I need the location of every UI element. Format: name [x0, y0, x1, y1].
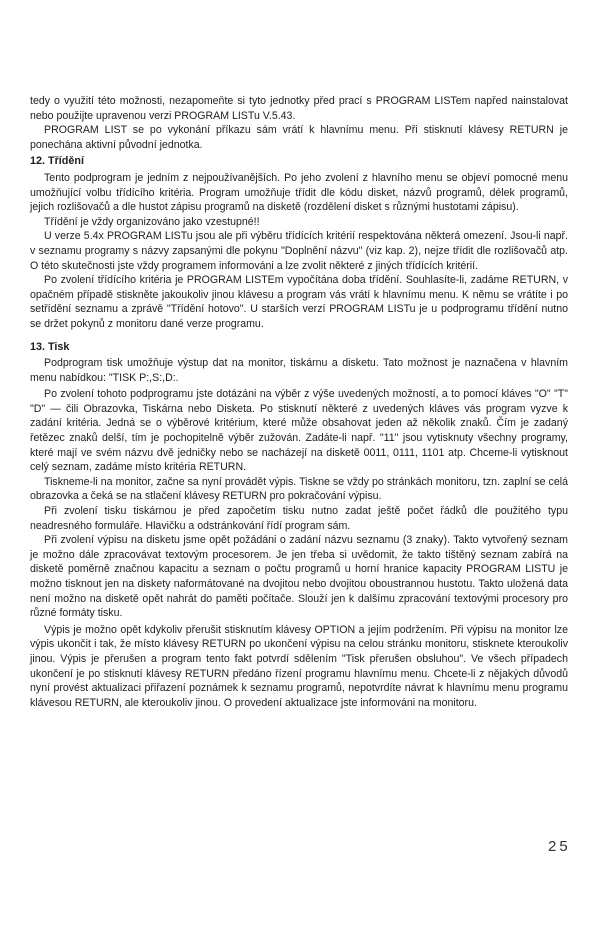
section-13-paragraph: Při zvolení tisku tiskárnou je před započetím tisku nutno zadat ještě počet řádků dle použitého typu neadresného formuláře. Hlavičku a odstránkování řídí program sám.: [30, 505, 568, 532]
page-body: [30, 94, 568, 710]
section-12-heading: 12. Třídění: [30, 155, 85, 168]
section-12-paragraph: U verze 5.4x PROGRAM LISTu jsou ale při výběru třídících kritérií respektována některá omezení. Jsou-li např. v seznamu programy s názvy zapsanými dle pokynu "Doplnění názvu" (viz kap. 2), nejze třídit dle rozlišovačů atp. O této skutečnosti jste vždy programem informováni a lze zvolit některé z jiných třídících kritérií.: [30, 230, 568, 272]
section-13-paragraph: Tiskneme-li na monitor, začne sa nyní provádět výpis. Tiskne se vždy po stránkách monitoru, tzn. zaplní se celá obrazovka a čeká se na stlačení klávesy RETURN pro pokračování výpisu.: [30, 475, 568, 503]
section-12-paragraph: Tento podprogram je jedním z nejpoužívanějších. Po jeho zvolení z hlavního menu se objeví pomocné menu umožňující volbu třídícího kritéria. Program umožňuje třídit dle kódu disket, názvů programů, délek programů, jejich rozlišovačů a dle hustot zápisu programů na disketě (rozdělení disket s různými hustotami zápisu).: [30, 171, 568, 214]
page-number: 25: [548, 838, 571, 855]
section-13-paragraph: Výpis je možno opět kdykoliv přerušit stisknutím klávesy OPTION a jejím podržením. Při výpisu na monitor lze výpis ukončit i tak, že místo klávesy RETURN po ukončení výpisu na celou stránku monitoru, stisknete kteroukoliv jinou. Výpis je přerušen a program tento fakt potvrdí sdělením "Tisk přerušen obsluhou". Ve všech případech ukončení je po stisknutí klávesy RETURN předáno řízení programu hlavnímu menu. Chcete-li z nějakých důvodů nyní provést aktualizaci přiřazení poznámek k seznamu programů, nepotvrdíte návrat k hlavnímu menu programu klávesou RETURN, ale kteroukoliv jinou. O provedení aktualizace jste informováni na monitoru.: [30, 623, 568, 709]
section-12-paragraph: Po zvolení třídícího kritéria je PROGRAM LISTEm vypočítána doba třídění. Souhlasíte-li, zadáme RETURN, v opačném případě stiskněte jakoukoliv jinou klávesu a program vás vrátí k hlavnímu menu. K němu se vrátíte i po setřídění seznamu a zprávě "Třídění hotovo". U starších verzí PROGRAM LISTu je u podprogramu třídění nutno se držet pokynů z monitoru dané verze programu.: [30, 274, 568, 330]
intro-paragraph-1: tedy o využití této možnosti, nezapomeňte si tyto jednotky před prací s PROGRAM LISTem napřed nainstalovat nebo použijte upravenou verzi PROGRAM LISTu V.5.43.: [30, 95, 568, 122]
intro-paragraph-2: PROGRAM LIST se po vykonání příkazu sám vrátí k hlavnímu menu. Při stisknutí klávesy RETURN je ponechána aktivní původní jednotka.: [30, 124, 568, 151]
section-13-paragraph: Při zvolení výpisu na disketu jsme opět požádáni o zadání názvu seznamu (3 znaky). Takto vytvořený seznam je možno dále zpracovávat textovým procesorem. Je jen třeba si uvědomit, že takto tištěný seznam zabírá na disketě poměrně značnou kapacitu a seznam o počtu programů u horní hranice kapacity PROGRAM LISTU je možno tisknout jen na diskety naformátované na dvojitou nebo dvojitou oboustrannou hustotu. Takto uložená data není možno na disketě opět nahrát do paměti počítače. Slouží jen k dalšímu zpracování textovými procesory pro různé formáty tisku.: [30, 534, 568, 620]
section-13-paragraph: Po zvolení tohoto podprogramu jste dotázáni na výběr z výše uvedených možností, a to pomocí kláves "O" "T" "D" — čili Obrazovka, Tiskárna nebo Disketa. Po stisknutí některé z uvedených kláves vás program vyzve k zadání kritéria. Jedná se o výběrové kritérium, které může obsahovat jeden až několik znaků. Čím je zadaný řetězec znaků delší, tím je pochopitelně výběr zužován. Zadáte-li např. "11" jsou vytisknuty všechny programy, které mají ve svém názvu dvě jedničky nebo se nacházejí na disketě 0011, 0111, 1101 atp. Chceme-li vytisknout celý seznam, zadáme místo kritéria RETURN.: [30, 388, 568, 474]
section-12-paragraph: Třídění je vždy organizováno jako vzestupné!!: [44, 215, 260, 228]
section-13-heading: 13. Tisk: [30, 340, 70, 353]
section-13-paragraph: Podprogram tisk umožňuje výstup dat na monitor, tiskárnu a disketu. Tato možnost je naznačena v hlavním menu nabídkou: "TISK P:,S:,D:.: [30, 357, 568, 384]
